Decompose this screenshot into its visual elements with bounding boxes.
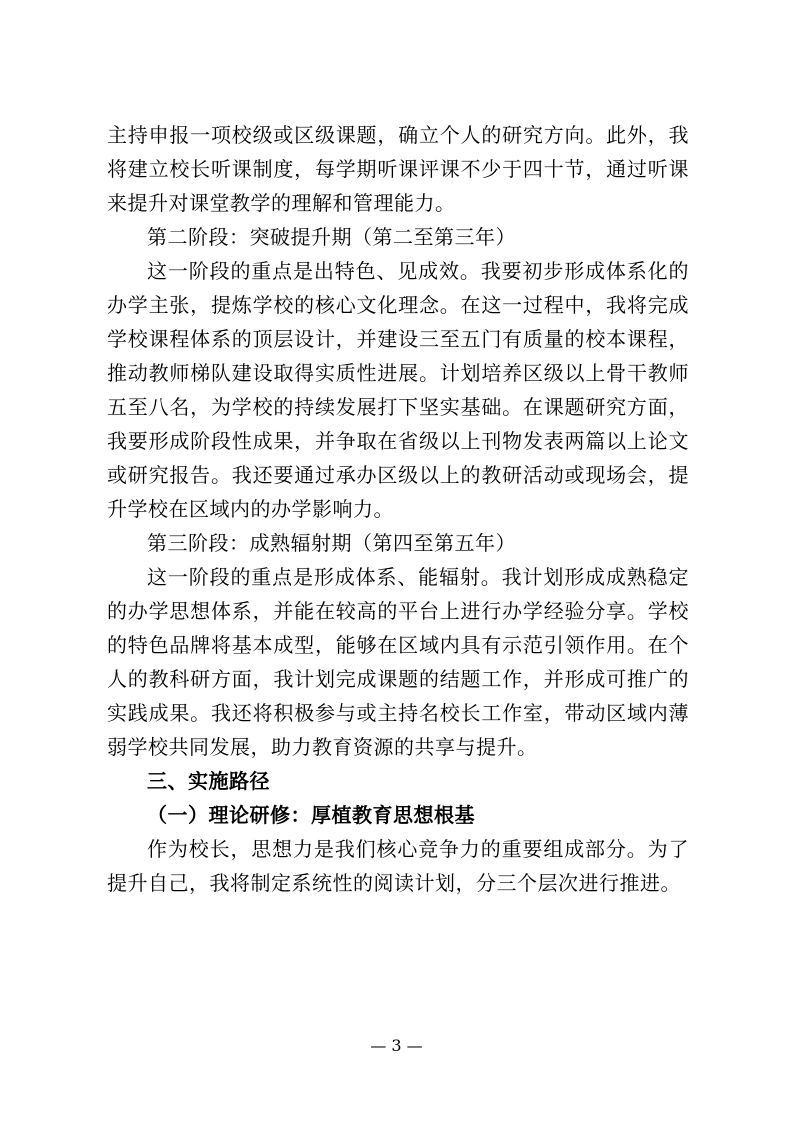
page-number: — 3 —	[370, 1036, 423, 1055]
stage-three-title: 第三阶段：成熟辐射期（第四至第五年）	[147, 531, 516, 555]
stage-three-paragraph: 这一阶段的重点是形成体系、能辐射。我计划形成成熟稳定的办学思想体系，并能在较高的平台上进行办学经验分享。学校的特色品牌将基本成型，能够在区域内具有示范引领作用。在个人的教科研方面，我计划完成课题的结题工作，并形成可推广的实践成果。我还将积极参与或主持名校长工作室，带动区域内薄弱学校共同发展，助力教育资源的共享与提升。	[107, 565, 689, 759]
paragraph-continuation: 主持申报一项校级或区级课题，确立个人的研究方向。此外，我将建立校长听课制度，每学期听课评课不少于四十节，通过听课来提升对课堂教学的理解和管理能力。	[107, 123, 689, 215]
stage-two-paragraph: 这一阶段的重点是出特色、见成效。我要初步形成体系化的办学主张，提炼学校的核心文化理念。在这一过程中，我将完成学校课程体系的顶层设计，并建设三至五门有质量的校本课程，推动教师梯队建设取得实质性进展。计划培养区级以上骨干教师五至八名，为学校的持续发展打下坚实基础。在课题研究方面，我要形成阶段性成果，并争取在省级以上刊物发表两篇以上论文或研究报告。我还要通过承办区级以上的教研活动或现场会，提升学校在区域内的办学影响力。	[107, 259, 689, 521]
theory-study-paragraph: 作为校长，思想力是我们核心竞争力的重要组成部分。为了提升自己，我将制定系统性的阅读计划，分三个层次进行推进。	[107, 837, 689, 895]
stage-two-title: 第二阶段：突破提升期（第二至第三年）	[147, 225, 516, 249]
subsection-heading: （一）理论研修：厚植教育思想根基	[147, 803, 475, 827]
document-body	[107, 118, 689, 900]
section-heading: 三、实施路径	[147, 769, 270, 793]
